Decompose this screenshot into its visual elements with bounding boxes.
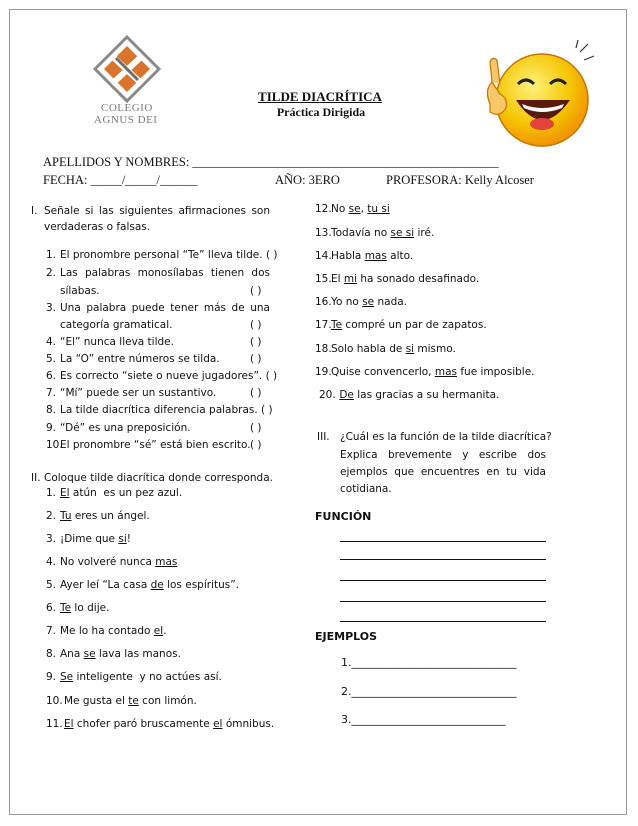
tf-item-text: “El” nunca lleva tilde.: [60, 336, 174, 348]
section1-numeral: I.: [31, 205, 38, 217]
exercise-sentence: [64, 717, 274, 731]
exercise-number: 17.: [315, 319, 332, 331]
sentence-fragment: las gracias a su hermanita.: [353, 389, 500, 401]
tf-answer-box[interactable]: ( ): [250, 353, 262, 365]
target-word[interactable]: si: [118, 533, 127, 545]
sentence-fragment: chofer paró bruscamente: [73, 718, 214, 730]
tf-item-number: 8.: [46, 404, 57, 416]
exercise-sentence: [60, 555, 177, 569]
sentence-fragment: mismo.: [414, 343, 456, 355]
sentence-fragment: fue imposible.: [457, 366, 535, 378]
sentence-fragment: ómnibus.: [222, 718, 275, 730]
sentence-fragment: atún es un pez azul.: [69, 487, 183, 499]
exercise-number: 16.: [315, 296, 332, 308]
page-title: TILDE DIACRÍTICA: [258, 89, 382, 104]
ejemplos-label: EJEMPLOS: [315, 630, 378, 643]
target-word[interactable]: mas: [434, 366, 457, 378]
section2-instruction: Coloque tilde diacrítica donde corresponda.: [44, 472, 273, 484]
target-word[interactable]: mas: [155, 556, 178, 568]
exercise-number: 18.: [315, 343, 332, 355]
funcion-answer-line[interactable]: [340, 580, 546, 581]
exercise-sentence: [331, 342, 456, 356]
target-word[interactable]: el: [213, 718, 223, 730]
target-word[interactable]: te: [128, 695, 139, 707]
target-word[interactable]: se si: [390, 227, 415, 239]
sentence-fragment: Todavía no: [331, 227, 391, 239]
tf-item-number: 2.: [46, 267, 57, 279]
sentence-fragment: Solo habla de: [331, 343, 406, 355]
exercise-sentence: [60, 509, 150, 523]
year-label: AÑO: 3ERO: [275, 173, 340, 187]
target-word[interactable]: el: [153, 625, 164, 637]
funcion-answer-line[interactable]: [340, 601, 546, 602]
target-word[interactable]: si: [405, 343, 415, 355]
tf-item-text: El pronombre personal “Te” lleva tilde. ( ): [60, 249, 278, 261]
sentence-fragment: Yo no: [331, 296, 363, 308]
section3-question-line4: cotidiana.: [340, 483, 392, 495]
sentence-fragment: Quise convencerlo,: [331, 366, 435, 378]
exercise-number: 11.: [46, 718, 63, 730]
exercise-number: 20.: [319, 389, 336, 401]
exercise-number: 12.: [315, 203, 332, 215]
exercise-sentence: [331, 226, 434, 240]
ejemplo-line-2[interactable]: 2.______________________________: [341, 685, 517, 698]
funcion-answer-line[interactable]: [340, 541, 546, 542]
exercise-sentence: [60, 486, 182, 500]
section1-instruction-cont: verdaderas o falsas.: [44, 221, 151, 233]
exercise-number: 15.: [315, 273, 332, 285]
tf-item-text: Es correcto “siete o nueve jugadores”. ( ): [60, 370, 278, 382]
funcion-label: FUNCIÓN: [315, 510, 372, 523]
target-word[interactable]: se: [348, 203, 361, 215]
target-word[interactable]: De: [339, 389, 354, 401]
section2-numeral: II.: [31, 472, 41, 484]
tf-item-number: 1.: [46, 249, 57, 261]
exercise-number: 4.: [46, 556, 57, 568]
exercise-sentence: [60, 532, 131, 546]
exercise-sentence: [331, 249, 413, 263]
tf-item-number: 7.: [46, 387, 57, 399]
sentence-fragment: compré un par de zapatos.: [342, 319, 487, 331]
section3-question: ¿Cuál es la función de la tilde diacrítica?: [340, 431, 552, 443]
teacher-label: PROFESORA: Kelly Alcoser: [386, 173, 534, 187]
tf-item-number: 5.: [46, 353, 57, 365]
tf-item-number: 9.: [46, 422, 57, 434]
sentence-fragment: No: [331, 203, 349, 215]
target-word[interactable]: Se: [60, 671, 74, 683]
exercise-sentence: [331, 318, 487, 332]
sentence-fragment: inteligente y no actúes así.: [73, 671, 222, 683]
sentence-fragment: lo dije.: [71, 602, 110, 614]
tf-item-text: La “O” entre números se tilda.: [60, 353, 220, 365]
section1-instruction: Señale si las siguientes afirmaciones son: [44, 205, 270, 217]
target-word[interactable]: se: [83, 648, 96, 660]
name-field-label: APELLIDOS Y NOMBRES: _________________________________________________: [43, 155, 499, 169]
sentence-fragment: ,: [360, 203, 368, 215]
sentence-fragment: .: [163, 625, 167, 637]
target-word[interactable]: Te: [331, 319, 343, 331]
tf-answer-box[interactable]: ( ): [250, 319, 262, 331]
exercise-sentence: [60, 578, 239, 592]
exercise-sentence: [331, 202, 390, 216]
sentence-fragment: ha sonado desafinado.: [357, 273, 480, 285]
tf-answer-box[interactable]: ( ): [250, 387, 262, 399]
sentence-fragment: No volveré nunca: [60, 556, 156, 568]
exercise-sentence: [64, 694, 197, 708]
exercise-number: 19.: [315, 366, 332, 378]
exercise-sentence: [336, 388, 499, 402]
sentence-fragment: alto.: [386, 250, 414, 262]
section3-numeral: III.: [317, 431, 330, 443]
section3-question-line2: Explica brevemente y escribe dos: [340, 449, 546, 461]
target-word[interactable]: se: [362, 296, 375, 308]
target-word[interactable]: Tu: [60, 510, 72, 522]
exercise-number: 7.: [46, 625, 57, 637]
sentence-fragment: Ana: [60, 648, 84, 660]
section3-question-line3: ejemplos que encuentres en tu vida: [340, 466, 546, 478]
sentence-fragment: iré.: [414, 227, 435, 239]
tf-answer-box[interactable]: ( ): [250, 422, 262, 434]
exercise-number: 1.: [46, 487, 57, 499]
tf-answer-box[interactable]: ( ): [250, 285, 262, 297]
exercise-number: 14.: [315, 250, 332, 262]
tf-item-number: 4.: [46, 336, 57, 348]
tf-item-text-cont: categoría gramatical.: [60, 319, 173, 331]
target-word[interactable]: Te: [60, 602, 72, 614]
tf-answer-box[interactable]: ( ): [250, 439, 262, 451]
exercise-sentence: [331, 295, 407, 309]
target-word[interactable]: mi: [343, 273, 358, 285]
exercise-number: 3.: [46, 533, 57, 545]
tf-item-text: La tilde diacrítica diferencia palabras. ( ): [60, 404, 273, 416]
tf-answer-box[interactable]: ( ): [250, 336, 262, 348]
exercise-sentence: [331, 272, 479, 286]
exercise-sentence: [331, 365, 535, 379]
sentence-fragment: con limón.: [138, 695, 197, 707]
school-name-line1: COLEGIO: [101, 102, 153, 114]
exercise-number: 2.: [46, 510, 57, 522]
tf-item-text: “Dé” es una preposición.: [60, 422, 191, 434]
sentence-fragment: ¡Dime que: [60, 533, 119, 545]
exercise-number: 5.: [46, 579, 57, 591]
sentence-fragment: Ayer leí “La casa: [60, 579, 151, 591]
tf-item-text: Las palabras monosílabas tienen dos: [60, 267, 270, 279]
tf-item-text: El pronombre “sé” está bien escrito.: [60, 439, 251, 451]
sentence-fragment: eres un ángel.: [71, 510, 150, 522]
funcion-answer-line[interactable]: [340, 559, 546, 560]
target-word[interactable]: mas: [364, 250, 387, 262]
sentence-fragment: !: [126, 533, 131, 545]
exercise-sentence: [60, 624, 167, 638]
target-word[interactable]: de: [150, 579, 164, 591]
sentence-fragment: los espíritus”.: [163, 579, 240, 591]
exercise-sentence: [60, 670, 222, 684]
tf-item-number: 3.: [46, 302, 57, 314]
tf-item-text: “Mí” puede ser un sustantivo.: [60, 387, 217, 399]
ejemplo-line-1[interactable]: 1.______________________________: [341, 656, 517, 669]
exercise-number: 6.: [46, 602, 57, 614]
sentence-fragment: Me gusta el: [64, 695, 129, 707]
exercise-number: 8.: [46, 648, 57, 660]
sentence-fragment: lava las manos.: [95, 648, 181, 660]
target-word[interactable]: El: [60, 487, 70, 499]
target-word[interactable]: El: [64, 718, 74, 730]
sentence-fragment: nada.: [374, 296, 408, 308]
ejemplo-line-3[interactable]: 3.____________________________: [341, 713, 506, 726]
tf-item-number: 6.: [46, 370, 57, 382]
sentence-fragment: Me lo ha contado: [60, 625, 154, 637]
tf-item-text: Una palabra puede tener más de una: [60, 302, 270, 314]
target-word[interactable]: tu si: [367, 203, 390, 215]
school-name-line2: AGNUS DEI: [94, 114, 158, 126]
exercise-number: 10.: [46, 695, 63, 707]
exercise-number: 9.: [46, 671, 57, 683]
exercise-number: 13.: [315, 227, 332, 239]
tf-item-number: 10.: [46, 439, 63, 451]
page-subtitle: Práctica Dirigida: [276, 105, 366, 119]
funcion-answer-line[interactable]: [340, 621, 546, 622]
tf-item-text-cont: sílabas.: [60, 285, 100, 297]
exercise-sentence: [60, 647, 181, 661]
sentence-fragment: Habla: [331, 250, 365, 262]
exercise-sentence: [60, 601, 109, 615]
date-field-label: FECHA: _____/_____/______: [43, 173, 198, 187]
sentence-fragment: El: [331, 273, 344, 285]
